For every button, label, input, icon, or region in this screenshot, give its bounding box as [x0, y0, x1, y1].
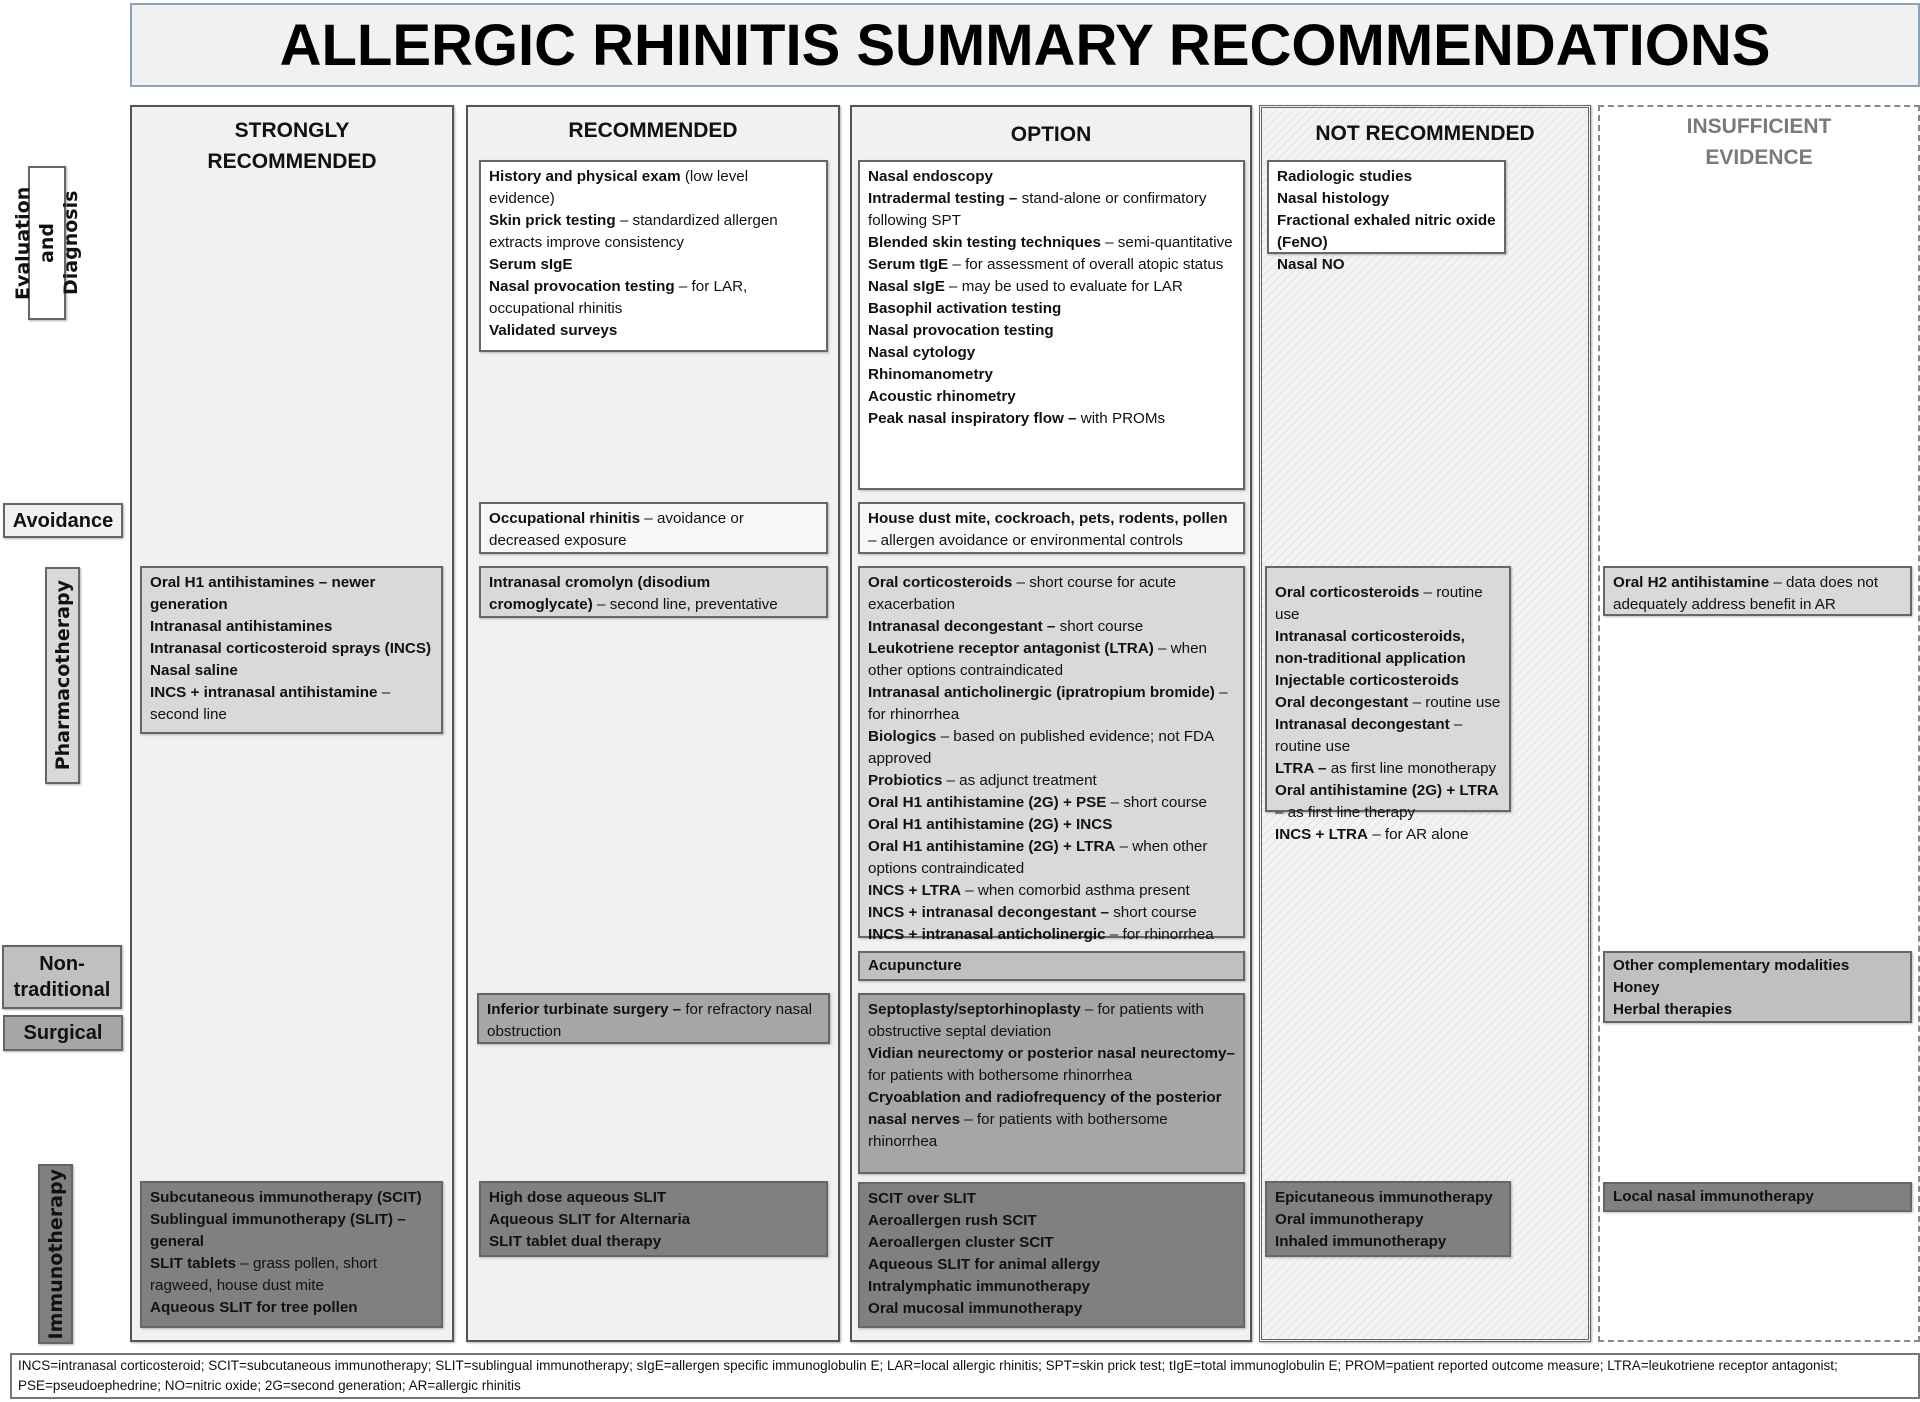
recommendation-item [868, 298, 1235, 320]
recommendation-item [868, 726, 1235, 770]
item-qualifier: – for LAR, occupational rhinitis [489, 278, 748, 317]
recommendation-item [868, 814, 1235, 836]
recommendation-item [489, 254, 818, 276]
recommendation-item [489, 1209, 818, 1231]
item-term: Epicutaneous immunotherapy [1275, 1189, 1493, 1206]
item-term: Inhaled immunotherapy [1275, 1233, 1447, 1250]
recommendation-item [1275, 824, 1501, 846]
item-term: House dust mite, cockroach, pets, rodents, pollen [868, 510, 1228, 527]
item-qualifier: – second line, preventative [592, 596, 778, 613]
item-term: Oral H1 antihistamine (2G) + LTRA [868, 838, 1116, 855]
item-term: Probiotics [868, 772, 943, 789]
item-qualifier: – for AR alone [1367, 826, 1469, 843]
recommendation-item [1613, 999, 1902, 1021]
item-qualifier: – for patients with bothersome rhinorrhea [868, 1111, 1168, 1150]
cell-recommended-pharmacotherapy [479, 566, 828, 618]
recommendation-item [868, 1254, 1235, 1276]
recommendation-item [868, 638, 1235, 682]
recommendation-item [489, 166, 818, 210]
cell-not-recommended-immunotherapy [1265, 1181, 1511, 1257]
item-qualifier: – when other options contraindicated [868, 838, 1208, 877]
item-term: Oral H2 antihistamine [1613, 574, 1770, 591]
item-term: Skin prick testing [489, 212, 616, 229]
cell-option-avoidance [858, 502, 1245, 554]
item-qualifier: – short course for acute exacerbation [868, 574, 1177, 613]
item-qualifier: – as first line therapy [1275, 804, 1416, 821]
item-term: INCS + intranasal antihistamine [150, 684, 378, 701]
item-term: Oral H1 antihistamine (2G) + PSE [868, 794, 1107, 811]
item-qualifier: – avoidance or decreased exposure [489, 510, 744, 549]
item-qualifier: for patients with bothersome rhinorrhea [868, 1067, 1133, 1084]
item-qualifier: – standardized allergen extracts improve consistency [489, 212, 778, 251]
item-term: INCS + LTRA [1275, 826, 1368, 843]
column-header: NOT RECOMMENDED [1315, 122, 1535, 145]
item-term: Intranasal corticosteroid sprays (INCS) [150, 640, 432, 657]
cell-option-surgical [858, 993, 1245, 1174]
item-term: Aeroallergen rush SCIT [868, 1212, 1037, 1229]
recommendation-item [868, 792, 1235, 814]
item-qualifier: as first line monotherapy [1326, 760, 1497, 777]
recommendation-item [489, 210, 818, 254]
recommendation-item [868, 902, 1235, 924]
item-term: Validated surveys [489, 322, 618, 339]
recommendation-item [868, 880, 1235, 902]
item-term: Nasal cytology [868, 344, 976, 361]
column-header: RECOMMENDED [568, 119, 738, 142]
recommendation-item [1275, 714, 1501, 758]
recommendation-item [868, 364, 1235, 386]
item-term: Oral decongestant [1275, 694, 1409, 711]
row-label-avoidance: Avoidance [3, 503, 123, 538]
item-qualifier: – for rhinorrhea [1105, 926, 1214, 943]
recommendation-item [868, 276, 1235, 298]
item-term: Inferior turbinate surgery – [487, 1001, 682, 1018]
cell-recommended-immunotherapy [479, 1181, 828, 1257]
item-term: Aqueous SLIT for tree pollen [150, 1299, 358, 1316]
recommendation-item [868, 232, 1235, 254]
item-qualifier: short course [1055, 618, 1144, 635]
recommendation-item [150, 660, 433, 682]
item-term: Oral corticosteroids [1275, 584, 1420, 601]
recommendation-item [868, 1087, 1235, 1153]
item-term: Basophil activation testing [868, 300, 1062, 317]
recommendation-item [868, 254, 1235, 276]
recommendation-item [150, 682, 433, 726]
item-qualifier: for refractory nasal obstruction [487, 1001, 812, 1040]
recommendation-item [150, 572, 433, 616]
recommendation-item [868, 999, 1235, 1043]
cell-not-recommended-evaluation [1267, 160, 1506, 273]
recommendation-item [868, 342, 1235, 364]
item-term: Radiologic studies [1277, 168, 1413, 185]
recommendation-item [868, 836, 1235, 880]
item-term: SLIT tablets [150, 1255, 237, 1272]
item-term: Oral corticosteroids [868, 574, 1013, 591]
item-qualifier: stand-alone or confirmatory following SPT [868, 190, 1207, 229]
item-qualifier: – routine use [1275, 716, 1463, 755]
recommendation-item [150, 616, 433, 638]
item-term: Serum tIgE [868, 256, 949, 273]
recommendation-item [868, 508, 1235, 552]
recommendation-item [489, 1187, 818, 1209]
recommendation-item [868, 1043, 1235, 1087]
column-insufficient-evidence [1598, 105, 1920, 1342]
recommendation-item [1613, 1186, 1902, 1208]
column-header: STRONGLY RECOMMENDED [207, 119, 377, 173]
recommendation-item [868, 408, 1235, 430]
cell-not-recommended-pharmacotherapy [1265, 566, 1511, 843]
item-term: Subcutaneous immunotherapy (SCIT) [150, 1189, 422, 1206]
item-term: Acupuncture [868, 957, 962, 974]
item-term: Local nasal immunotherapy [1613, 1188, 1814, 1205]
item-term: Aeroallergen cluster SCIT [868, 1234, 1054, 1251]
column-header: INSUFFICIENT EVIDENCE [1686, 115, 1832, 169]
item-term: Intranasal decongestant [1275, 716, 1450, 733]
item-term: Intranasal anticholinergic (ipratropium bromide) [868, 684, 1215, 701]
item-term: Aqueous SLIT for animal allergy [868, 1256, 1101, 1273]
item-term: Other complementary modalities [1613, 957, 1850, 974]
item-term: Leukotriene receptor antagonist (LTRA) [868, 640, 1154, 657]
recommendation-item [489, 276, 818, 320]
item-term: INCS + intranasal anticholinergic [868, 926, 1106, 943]
recommendation-item [1275, 692, 1501, 714]
recommendation-item [489, 572, 818, 616]
item-qualifier: – when other options contraindicated [868, 640, 1207, 679]
item-term: Aqueous SLIT for Alternaria [489, 1211, 691, 1228]
recommendation-item [868, 616, 1235, 638]
item-qualifier: – routine use [1275, 584, 1483, 623]
recommendation-item [868, 572, 1235, 616]
cell-insufficient-nontraditional [1603, 951, 1912, 1023]
title-banner [130, 3, 1920, 87]
item-qualifier: with PROMs [1076, 410, 1166, 427]
item-term: Oral H1 antihistamines – newer generation [150, 574, 376, 613]
recommendation-item [868, 166, 1235, 188]
item-term: Nasal endoscopy [868, 168, 993, 185]
cell-recommended-evaluation [479, 160, 828, 352]
recommendation-item [1275, 1187, 1501, 1209]
recommendation-item [1277, 254, 1496, 276]
item-qualifier: short course [1108, 904, 1197, 921]
item-term: LTRA – [1275, 760, 1327, 777]
recommendation-item [489, 320, 818, 342]
item-term: SCIT over SLIT [868, 1190, 977, 1207]
item-term: Blended skin testing techniques [868, 234, 1101, 251]
page-title: ALLERGIC RHINITIS SUMMARY RECOMMENDATIONS [279, 12, 1771, 78]
item-term: Injectable corticosteroids [1275, 672, 1459, 689]
item-term: Occupational rhinitis [489, 510, 641, 527]
item-term: Nasal provocation testing [868, 322, 1054, 339]
cell-insufficient-immunotherapy [1603, 1182, 1912, 1212]
item-term: History and physical exam [489, 168, 681, 185]
recommendation-item [868, 1276, 1235, 1298]
recommendation-item [1275, 582, 1501, 626]
cell-option-nontraditional [858, 951, 1245, 981]
item-term: SLIT tablet dual therapy [489, 1233, 662, 1250]
item-qualifier: – semi-quantitative [1100, 234, 1233, 251]
item-term: Intranasal corticosteroids, non-traditional application [1275, 628, 1466, 667]
recommendation-item [1277, 210, 1496, 254]
item-term: Biologics [868, 728, 937, 745]
item-term: Cryoablation and radiofrequency of the posterior nasal nerves [868, 1089, 1222, 1128]
item-qualifier: (low level evidence) [489, 168, 749, 207]
item-term: Intradermal testing – [868, 190, 1018, 207]
item-term: Oral H1 antihistamine (2G) + INCS [868, 816, 1113, 833]
recommendation-item [868, 924, 1235, 946]
item-term: Intranasal cromolyn (disodium cromoglycate) [489, 574, 711, 613]
item-term: Peak nasal inspiratory flow – [868, 410, 1077, 427]
column-header: OPTION [1010, 123, 1092, 146]
recommendation-item [1277, 166, 1496, 188]
recommendation-item [868, 955, 1235, 977]
item-term: Intralymphatic immunotherapy [868, 1278, 1090, 1295]
cell-strongly-recommended-pharmacotherapy [140, 566, 443, 734]
cell-option-immunotherapy [858, 1182, 1245, 1328]
recommendation-item [150, 1187, 433, 1209]
recommendation-item [150, 1209, 433, 1253]
cell-option-pharmacotherapy [858, 566, 1245, 943]
item-term: Acoustic rhinometry [868, 388, 1016, 405]
item-term: Oral antihistamine (2G) + LTRA [1275, 782, 1499, 799]
recommendation-item [489, 508, 818, 552]
recommendation-item [1275, 780, 1501, 824]
item-qualifier: – short course [1106, 794, 1207, 811]
recommendation-item [1275, 1209, 1501, 1231]
recommendation-item [868, 1232, 1235, 1254]
item-term: Honey [1613, 979, 1660, 996]
cell-insufficient-pharmacotherapy [1603, 566, 1912, 616]
recommendation-item [1275, 626, 1501, 670]
item-qualifier: – based on published evidence; not FDA approved [868, 728, 1214, 767]
item-qualifier: – routine use [1408, 694, 1501, 711]
recommendation-item [150, 1253, 433, 1297]
item-qualifier: – allergen avoidance or environmental controls [868, 532, 1183, 549]
recommendation-item [1275, 758, 1501, 780]
item-term: Nasal sIgE [868, 278, 945, 295]
item-term: Nasal saline [150, 662, 238, 679]
row-label-immunotherapy: Immunotherapy [38, 1164, 73, 1344]
recommendation-item [868, 682, 1235, 726]
cell-recommended-surgical [477, 993, 830, 1044]
item-term: Herbal therapies [1613, 1001, 1733, 1018]
item-qualifier: – for rhinorrhea [868, 684, 1228, 723]
recommendation-item [868, 1298, 1235, 1320]
item-term: Oral mucosal immunotherapy [868, 1300, 1083, 1317]
item-term: Fractional exhaled nitric oxide (FeNO) [1277, 212, 1496, 251]
row-label-nontraditional: Non-traditional [2, 945, 122, 1009]
row-label-surgical: Surgical [3, 1015, 123, 1051]
item-term: INCS + intranasal decongestant – [868, 904, 1109, 921]
item-term: Vidian neurectomy or posterior nasal neurectomy– [868, 1045, 1235, 1062]
cell-recommended-avoidance [479, 502, 828, 554]
item-qualifier: – for patients with obstructive septal deviation [868, 1001, 1204, 1040]
item-term: Nasal histology [1277, 190, 1390, 207]
cell-strongly-recommended-immunotherapy [140, 1181, 443, 1328]
recommendation-item [150, 1297, 433, 1319]
recommendation-item [1613, 572, 1902, 616]
recommendation-item [1613, 977, 1902, 999]
row-label-pharmacotherapy: Pharmacotherapy [45, 567, 80, 784]
item-qualifier: – second line [150, 684, 391, 723]
item-qualifier: – data does not adequately address benefit in AR [1613, 574, 1879, 613]
recommendation-item [489, 1231, 818, 1253]
recommendation-item [1275, 670, 1501, 692]
recommendation-item [1277, 188, 1496, 210]
recommendation-item [487, 999, 820, 1043]
abbreviations-footnote: INCS=intranasal corticosteroid; SCIT=subcutaneous immunotherapy; SLIT=sublingual immunotherapy; sIgE=allergen specific immunoglobulin E; LAR=local allergic rhinitis; SPT=skin prick test; tIgE=total immunoglobulin E; PROM=patient reported outcome measure; LTRA=leukotriene receptor antagonist; PSE=pseudoephedrine; NO=nitric oxide; 2G=second generation; AR=allergic rhinitis [10, 1353, 1920, 1399]
recommendation-item [868, 320, 1235, 342]
item-term: Serum sIgE [489, 256, 573, 273]
item-term: Nasal NO [1277, 256, 1345, 273]
recommendation-item [868, 1210, 1235, 1232]
recommendation-item [1275, 1231, 1501, 1253]
item-term: INCS + LTRA [868, 882, 961, 899]
item-qualifier: – grass pollen, short ragweed, house dust mite [150, 1255, 378, 1294]
item-term: Oral immunotherapy [1275, 1211, 1424, 1228]
item-qualifier: – when comorbid asthma present [960, 882, 1190, 899]
recommendation-item [868, 386, 1235, 408]
item-term: Septoplasty/septorhinoplasty [868, 1001, 1081, 1018]
item-term: Nasal provocation testing [489, 278, 675, 295]
row-label-evaluation: Evaluation and Diagnosis [28, 166, 66, 320]
item-term: Intranasal antihistamines [150, 618, 333, 635]
recommendation-item [868, 1188, 1235, 1210]
item-qualifier: – as adjunct treatment [942, 772, 1097, 789]
item-term: Intranasal decongestant – [868, 618, 1056, 635]
item-qualifier: – for assessment of overall atopic status [948, 256, 1224, 273]
item-term: Sublingual immunotherapy (SLIT) – general [150, 1211, 406, 1250]
recommendation-item [868, 188, 1235, 232]
recommendation-item [1613, 955, 1902, 977]
cell-option-evaluation [858, 160, 1245, 490]
item-qualifier: – may be used to evaluate for LAR [944, 278, 1183, 295]
item-term: Rhinomanometry [868, 366, 993, 383]
item-term: High dose aqueous SLIT [489, 1189, 667, 1206]
recommendation-item [868, 770, 1235, 792]
recommendation-item [150, 638, 433, 660]
